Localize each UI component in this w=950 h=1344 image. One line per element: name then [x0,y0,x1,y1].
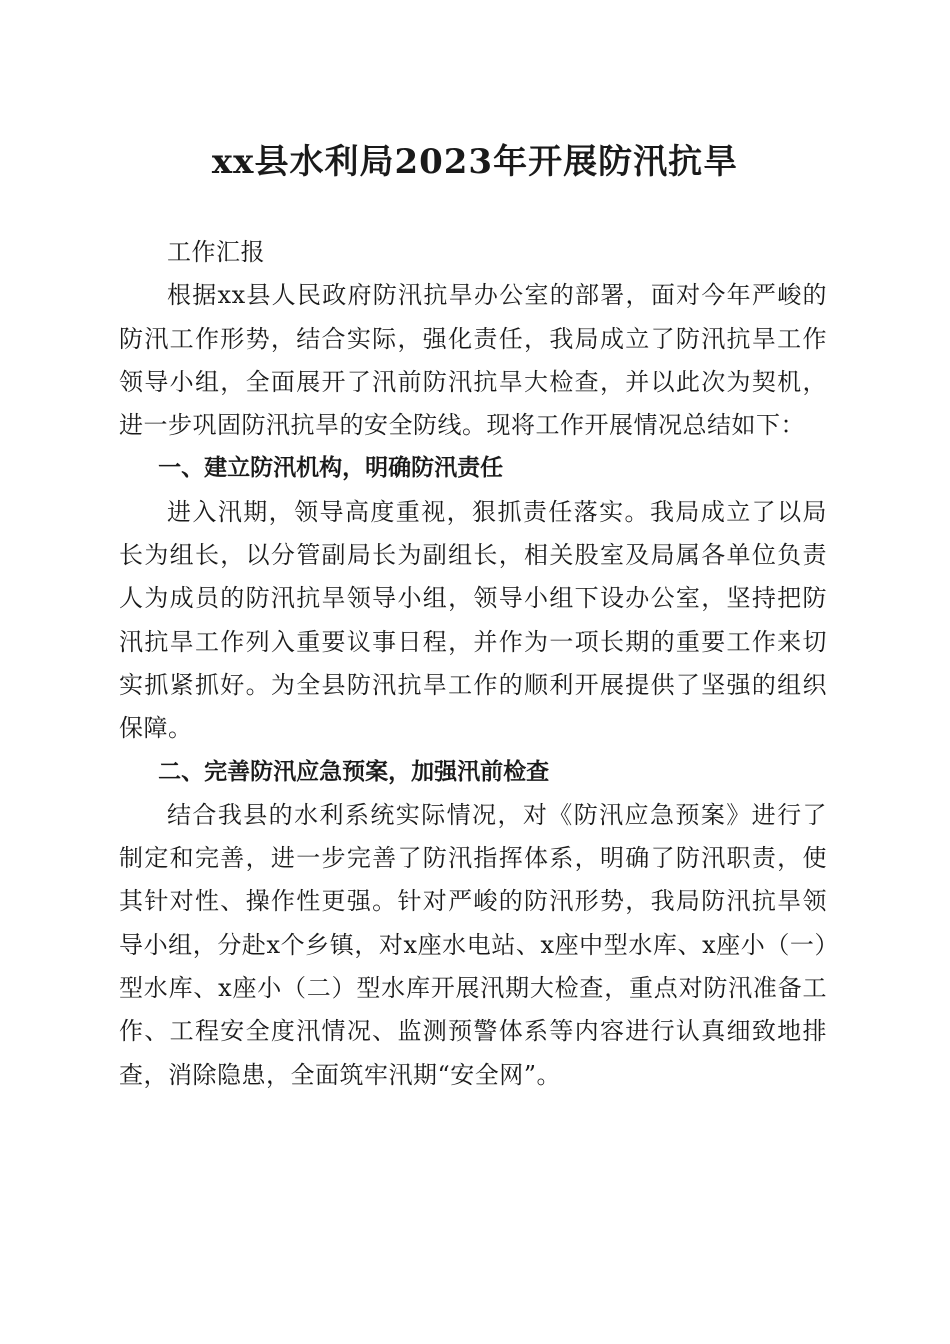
section-paragraph: 结合我县的水利系统实际情况，对《防汛应急预案》进行了制定和完善，进一步完善了防汛指挥体系，明确了防汛职责，使其针对性、操作性更强。针对严峻的防汛形势，我局防汛抗旱领导小组，分赴x个乡镇，对x座水电站、x座中型水库、x座小（一）型水库、x座小（二）型水库开展汛期大检查，重点对防汛准备工作、工程安全度汛情况、监测预警体系等内容进行认真细致地排查，消除隐患，全面筑牢汛期“安全网”。 [119,800,827,1089]
subtitle-line: 工作汇报 [167,238,265,266]
document-title: xx县水利局2023年开展防汛抗旱 [211,142,739,182]
section-2 [119,751,827,1097]
intro-paragraph: 根据xx县人民政府防汛抗旱办公室的部署，面对今年严峻的防汛工作形势，结合实际，强化责任，我局成立了防汛抗旱工作领导小组，全面展开了汛前防汛抗旱大检查，并以此次为契机，进一步巩固防汛抗旱的安全防线。现将工作开展情况总结如下： [119,281,827,440]
section-heading: 一、建立防汛机构，明确防汛责任 [158,455,504,482]
document-body [119,231,827,1097]
section-paragraph: 进入汛期，领导高度重视，狠抓责任落实。我局成立了以局长为组长，以分管副局长为副组长，相关股室及局属各单位负责人为成员的防汛抗旱领导小组，领导小组下设办公室，坚持把防汛抗旱工作列入重要议事日程，并作为一项长期的重要工作来切实抓紧抓好。为全县防汛抗旱工作的顺利开展提供了坚强的组织保障。 [119,497,827,743]
section-1 [119,447,827,750]
section-heading: 二、完善防汛应急预案，加强汛前检查 [158,758,550,785]
